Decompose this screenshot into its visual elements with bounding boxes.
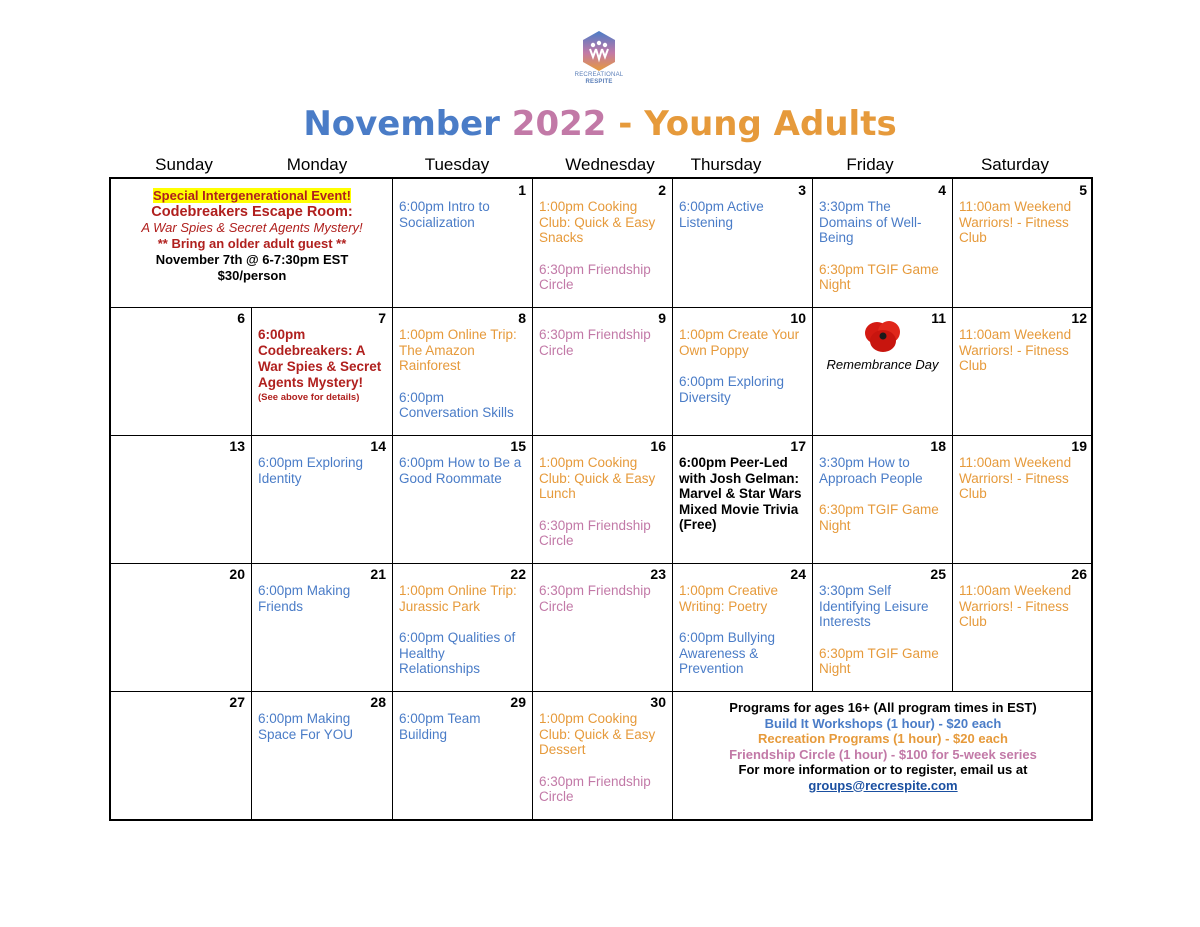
day-number: 30 bbox=[650, 694, 666, 710]
day-number: 2 bbox=[658, 182, 666, 198]
day-number: 5 bbox=[1079, 182, 1087, 198]
day-cell-8 bbox=[392, 307, 533, 436]
special-event-note: ** Bring an older adult guest ** bbox=[157, 236, 347, 251]
day-number: 15 bbox=[510, 438, 526, 454]
day-cell-16 bbox=[532, 435, 673, 564]
day-cell-22 bbox=[392, 563, 533, 692]
day-cell-21 bbox=[251, 563, 393, 692]
day-cell-20 bbox=[111, 563, 252, 692]
title-month: November bbox=[303, 104, 500, 144]
title-audience: Young Adults bbox=[644, 104, 897, 144]
event: 6:30pm Friendship Circle bbox=[539, 773, 651, 804]
day-cell-25 bbox=[812, 563, 953, 692]
event: 11:00am Weekend Warriors! - Fitness Club bbox=[959, 327, 1072, 373]
day-cell-30 bbox=[532, 691, 673, 819]
info-friendship: Friendship Circle (1 hour) - $100 for 5-week series bbox=[729, 746, 1037, 762]
event: 6:30pm Friendship Circle bbox=[539, 261, 651, 292]
day-cell-11 bbox=[812, 307, 953, 436]
info-recreation: Recreation Programs (1 hour) - $20 each bbox=[758, 731, 1008, 746]
day-cell-29 bbox=[392, 691, 533, 819]
day-cell-9 bbox=[532, 307, 673, 436]
weekday-friday: Friday bbox=[846, 155, 894, 174]
day-cell-15 bbox=[392, 435, 533, 564]
day-cell-12 bbox=[952, 307, 1093, 436]
day-cell-2 bbox=[532, 179, 673, 308]
event: 6:00pm Exploring Diversity bbox=[679, 374, 785, 405]
event: 6:00pm Bullying Awareness & Prevention bbox=[679, 630, 776, 676]
remembrance-day-label: Remembrance Day bbox=[826, 357, 939, 372]
day-cell-14 bbox=[251, 435, 393, 564]
event: 6:30pm TGIF Game Night bbox=[819, 502, 939, 533]
title-year: 2022 bbox=[511, 104, 607, 144]
event: 6:00pm Exploring Identity bbox=[258, 455, 364, 486]
day-cell-7 bbox=[251, 307, 393, 436]
event: 1:00pm Create Your Own Poppy bbox=[679, 327, 800, 358]
event: 1:00pm Cooking Club: Quick & Easy Snacks bbox=[539, 199, 656, 245]
weekday-tuesday: Tuesday bbox=[424, 155, 490, 174]
day-number: 17 bbox=[790, 438, 806, 454]
day-number: 23 bbox=[650, 566, 666, 582]
event: 6:00pm Making Friends bbox=[258, 583, 351, 614]
day-number: 12 bbox=[1071, 310, 1087, 326]
day-cell-1 bbox=[392, 179, 533, 308]
event: 6:00pm How to Be a Good Roommate bbox=[399, 455, 522, 486]
event: 6:00pm Qualities of Healthy Relationships bbox=[399, 630, 516, 676]
day-cell-6 bbox=[111, 307, 252, 436]
event: 6:30pm Friendship Circle bbox=[539, 583, 651, 614]
special-event-subtitle: A War Spies & Secret Agents Mystery! bbox=[141, 220, 363, 235]
day-number: 1 bbox=[518, 182, 526, 198]
event: 6:00pm Conversation Skills bbox=[399, 389, 514, 420]
info-build-it: Build It Workshops (1 hour) - $20 each bbox=[764, 715, 1002, 731]
day-number: 24 bbox=[790, 566, 806, 582]
special-event-title: Codebreakers Escape Room: bbox=[151, 204, 353, 220]
event: 1:00pm Creative Writing: Poetry bbox=[679, 583, 779, 614]
special-event-banner: Special Intergenerational Event! bbox=[153, 188, 351, 203]
day-number: 4 bbox=[938, 182, 946, 198]
logo-text-1: RECREATIONAL bbox=[574, 72, 624, 78]
day-number: 21 bbox=[370, 566, 386, 582]
weekday-monday: Monday bbox=[286, 155, 348, 174]
page-title bbox=[0, 104, 1200, 144]
event: 1:00pm Cooking Club: Quick & Easy Dessert bbox=[539, 711, 656, 757]
title-separator: - bbox=[606, 104, 645, 144]
logo-text-2: RESPITE bbox=[585, 79, 613, 85]
day-number: 16 bbox=[650, 438, 666, 454]
event: 1:00pm Online Trip: The Amazon Rainforest bbox=[399, 327, 517, 373]
day-number: 28 bbox=[370, 694, 386, 710]
day-number: 14 bbox=[370, 438, 386, 454]
day-number: 19 bbox=[1071, 438, 1087, 454]
weekday-wednesday: Wednesday bbox=[565, 155, 655, 174]
day-cell-10 bbox=[672, 307, 813, 436]
event: 6:30pm TGIF Game Night bbox=[819, 645, 939, 676]
day-number: 18 bbox=[930, 438, 946, 454]
day-number: 22 bbox=[510, 566, 526, 582]
day-number: 7 bbox=[378, 310, 386, 326]
event: 6:00pm Active Listening bbox=[679, 199, 764, 230]
day-number: 29 bbox=[510, 694, 526, 710]
day-cell-28 bbox=[251, 691, 393, 819]
program-info-cell bbox=[672, 691, 1093, 819]
day-cell-17 bbox=[672, 435, 813, 564]
special-event-cell bbox=[111, 179, 393, 308]
day-number: 8 bbox=[518, 310, 526, 326]
day-number: 20 bbox=[229, 566, 245, 582]
event: 3:30pm The Domains of Well-Being bbox=[819, 199, 922, 245]
day-number: 10 bbox=[790, 310, 806, 326]
poppy-icon bbox=[863, 319, 903, 355]
logo bbox=[574, 30, 624, 86]
day-number: 25 bbox=[930, 566, 946, 582]
day-number: 9 bbox=[658, 310, 666, 326]
day-number: 3 bbox=[798, 182, 806, 198]
event: 1:00pm Online Trip: Jurassic Park bbox=[399, 583, 517, 614]
weekday-sunday: Sunday bbox=[155, 155, 213, 174]
event: 3:30pm Self Identifying Leisure Interests bbox=[819, 583, 929, 629]
event: 3:30pm How to Approach People bbox=[819, 455, 923, 486]
day-cell-26 bbox=[952, 563, 1093, 692]
event: 11:00am Weekend Warriors! - Fitness Club bbox=[959, 455, 1072, 501]
event: 11:00am Weekend Warriors! - Fitness Club bbox=[959, 583, 1072, 629]
day-cell-4 bbox=[812, 179, 953, 308]
event-details-note: (See above for details) bbox=[258, 392, 360, 403]
event: 1:00pm Cooking Club: Quick & Easy Lunch bbox=[539, 455, 656, 501]
weekday-saturday: Saturday bbox=[980, 155, 1050, 174]
special-event-date: November 7th @ 6-7:30pm EST bbox=[155, 252, 349, 267]
calendar-grid bbox=[109, 177, 1093, 821]
info-ages: Programs for ages 16+ (All program times in EST) bbox=[729, 700, 1037, 715]
day-cell-13 bbox=[111, 435, 252, 564]
logo-hexagon-icon bbox=[582, 30, 616, 72]
event: 6:30pm Friendship Circle bbox=[539, 327, 651, 358]
day-number: 13 bbox=[229, 438, 245, 454]
day-number: 11 bbox=[931, 310, 946, 326]
event: 6:00pm Making Space For YOU bbox=[258, 711, 354, 742]
day-cell-3 bbox=[672, 179, 813, 308]
day-number: 26 bbox=[1071, 566, 1087, 582]
weekday-thursday: Thursday bbox=[690, 155, 762, 174]
day-cell-23 bbox=[532, 563, 673, 692]
event: 6:30pm Friendship Circle bbox=[539, 517, 651, 548]
special-event-price: $30/person bbox=[217, 268, 287, 283]
day-cell-19 bbox=[952, 435, 1093, 564]
day-cell-5 bbox=[952, 179, 1093, 308]
info-register: For more information or to register, email us at bbox=[738, 762, 1028, 777]
event: 11:00am Weekend Warriors! - Fitness Club bbox=[959, 199, 1072, 245]
event-peer-led-trivia: 6:00pm Peer-Led with Josh Gelman: Marvel & Star Wars Mixed Movie Trivia (Free) bbox=[679, 455, 802, 532]
day-cell-24 bbox=[672, 563, 813, 692]
event: 6:30pm TGIF Game Night bbox=[819, 261, 939, 292]
email-link[interactable]: groups@recrespite.com bbox=[808, 777, 958, 793]
event: 6:00pm Intro to Socialization bbox=[399, 199, 490, 230]
day-cell-27 bbox=[111, 691, 252, 819]
day-number: 27 bbox=[229, 694, 245, 710]
day-number: 6 bbox=[237, 310, 245, 326]
event: 6:00pm Team Building bbox=[399, 711, 481, 742]
event-codebreakers: 6:00pm Codebreakers: A War Spies & Secret Agents Mystery! bbox=[258, 327, 382, 390]
day-cell-18 bbox=[812, 435, 953, 564]
